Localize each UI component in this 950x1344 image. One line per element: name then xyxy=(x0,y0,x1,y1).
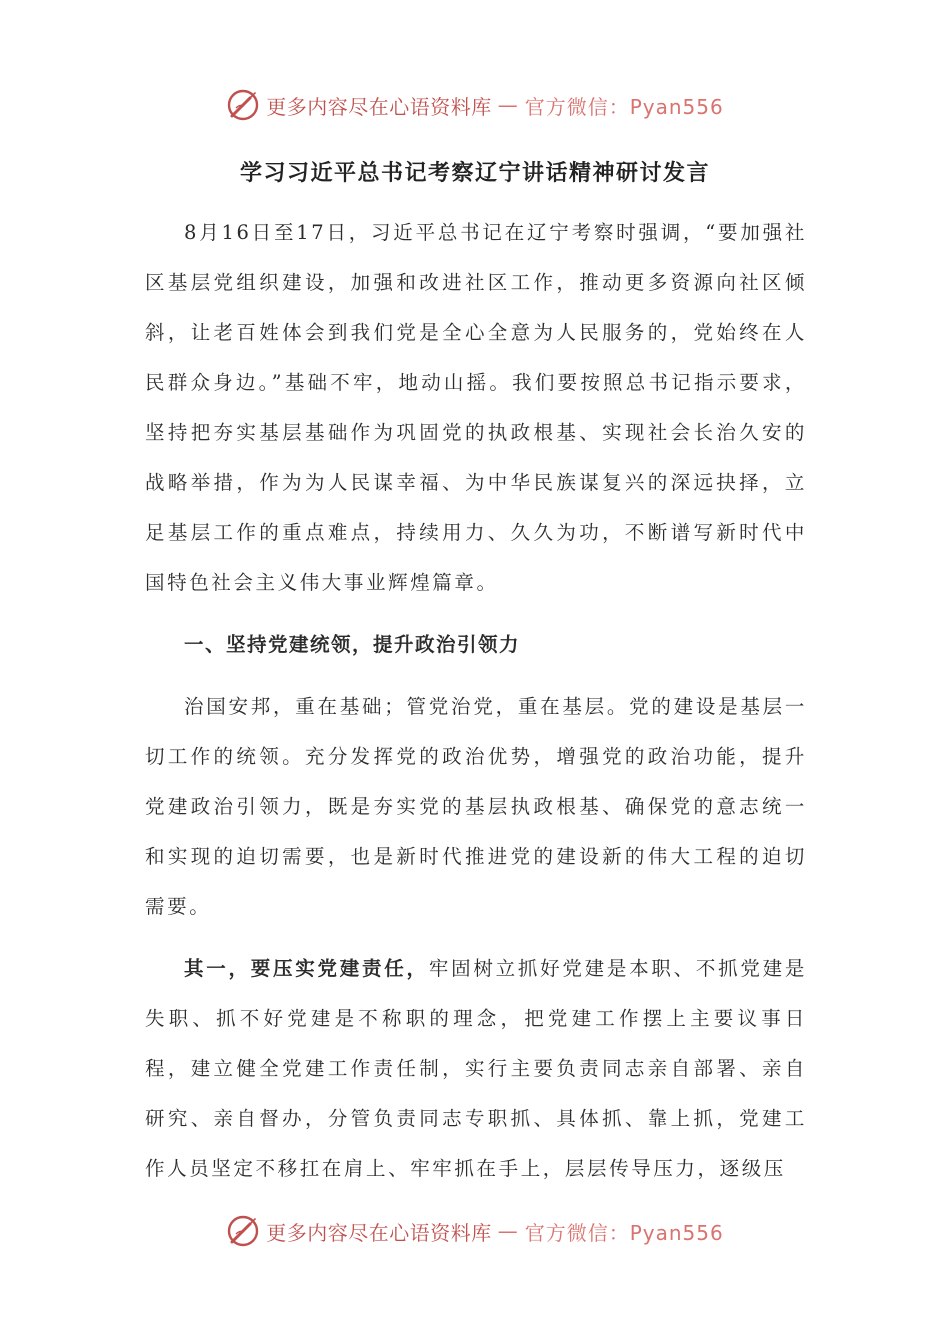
pen-logo-icon xyxy=(226,1214,260,1248)
watermark-dash: — xyxy=(497,93,519,117)
paragraph-section-1: 治国安邦，重在基础；管党治党，重在基层。党的建设是基层一切工作的统领。充分发挥党的政治优势，增强党的政治功能，提升党建政治引领力，既是夯实党的基层执政根基、确保党的意志统一和实现的迫切需要，也是新时代推进党的建设新的伟大工程的迫切需要。 xyxy=(145,695,807,918)
footer-watermark xyxy=(0,1214,950,1248)
watermark-main-text: 更多内容尽在心语资料库 xyxy=(266,94,492,119)
point-1-lead: 其一，要压实党建责任， xyxy=(184,957,429,980)
point-1-text: 牢固树立抓好党建是本职、不抓党建是失职、抓不好党建是不称职的理念，把党建工作摆上主要议事日程，建立健全党建工作责任制，实行主要负责同志亲自部署、亲自研究、亲自督办，分管负责同志专职抓、具体抓、靠上抓，党建工作人员坚定不移扛在肩上、牢牢抓在手上，层层传导压力，逐级压 xyxy=(145,957,807,1180)
watermark-sub-text: 官方微信：Pyan556 xyxy=(524,94,724,119)
watermark-dash: — xyxy=(497,1219,519,1243)
watermark-main-text: 更多内容尽在心语资料库 xyxy=(266,1220,492,1245)
pen-logo-icon xyxy=(226,88,260,122)
document-body xyxy=(145,208,807,1194)
header-watermark xyxy=(0,88,950,122)
paragraph-intro: 8月16日至17日，习近平总书记在辽宁考察时强调，“要加强社区基层党组织建设，加强和改进社区工作，推动更多资源向社区倾斜，让老百姓体会到我们党是全心全意为人民服务的，党始终在人民群众身边。”基础不牢，地动山摇。我们要按照总书记指示要求，坚持把夯实基层基础作为巩固党的执政根基、实现社会长治久安的战略举措，作为为人民谋幸福、为中华民族谋复兴的深远抉择，立足基层工作的重点难点，持续用力、久久为功，不断谱写新时代中国特色社会主义伟大事业辉煌篇章。 xyxy=(145,221,807,594)
paragraph-point-1 xyxy=(145,944,807,1194)
section-heading-1: 一、坚持党建统领，提升政治引领力 xyxy=(184,633,521,656)
document-title: 学习习近平总书记考察辽宁讲话精神研讨发言 xyxy=(239,160,710,186)
watermark-sub-text: 官方微信：Pyan556 xyxy=(524,1220,724,1245)
